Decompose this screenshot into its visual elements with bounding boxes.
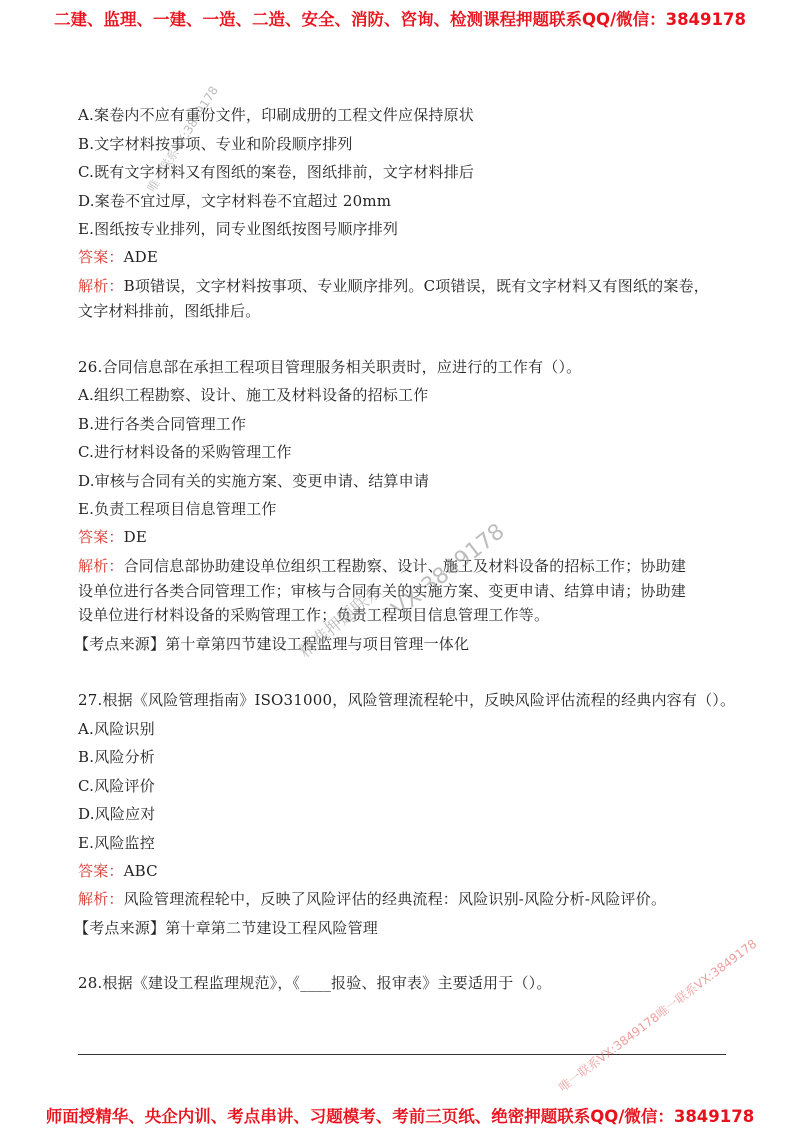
q25-option-e: E.图纸按专业排列，同专业图纸按图号顺序排列: [78, 220, 399, 238]
answer-value: DE: [123, 528, 147, 546]
q27-stem: 27.根据《风险管理指南》ISO31000，风险管理流程轮中，反映风险评估流程的经典内容有（）。: [78, 691, 736, 709]
watermark-4: 唯一联系VX:3849178唯一联系VX:3849178: [556, 936, 760, 1095]
q26-analysis-cont-1: 设单位进行各类合同管理工作；审核与合同有关的实施方案、变更申请、结算申请；协助建: [78, 582, 687, 600]
watermark-3: 精准押题联系: [295, 581, 387, 663]
q27-analysis: [78, 889, 666, 909]
analysis-text: 风险管理流程轮中，反映了风险评估的经典流程：风险识别-风险分析-风险评价。: [123, 890, 667, 908]
q26-option-a: A.组织工程勘察、设计、施工及材料设备的招标工作: [78, 386, 429, 404]
analysis-label: 解析：: [78, 557, 124, 575]
q25-option-a: A.案卷内不应有重份文件，印刷成册的工程文件应保持原状: [78, 106, 475, 124]
footer-divider: [78, 1054, 726, 1055]
footer-banner: 师面授精华、央企内训、考点串讲、习题模考、考前三页纸、绝密押题联系QQ/微信：3849178: [45, 1107, 755, 1126]
q25-analysis: [78, 276, 709, 296]
q25-answer: [78, 247, 158, 267]
answer-label: 答案：: [78, 528, 124, 546]
watermark-2: VX:3849178: [387, 519, 510, 623]
q26-answer: [78, 527, 147, 547]
q26-option-e: E.负责工程项目信息管理工作: [78, 500, 277, 518]
q25-option-b: B.文字材料按事项、专业和阶段顺序排列: [78, 135, 353, 153]
answer-label: 答案：: [78, 862, 124, 880]
analysis-label: 解析：: [78, 890, 124, 908]
q27-source: 【考点来源】第十章第二节建设工程风险管理: [74, 919, 379, 937]
analysis-text: B项错误，文字材料按事项、专业顺序排列。C项错误，既有文字材料又有图纸的案卷，: [123, 277, 709, 295]
q27-option-e: E.风险监控: [78, 834, 155, 852]
answer-label: 答案：: [78, 248, 124, 266]
analysis-label: 解析：: [78, 277, 124, 295]
header-banner: 二建、监理、一建、一造、二造、安全、消防、咨询、检测课程押题联系QQ/微信：3849178: [54, 10, 746, 29]
q27-option-c: C.风险评价: [78, 777, 155, 795]
q28-stem: 28.根据《建设工程监理规范》，《____报验、报审表》主要适用于（）。: [78, 974, 552, 992]
q27-option-b: B.风险分析: [78, 748, 155, 766]
q26-stem: 26.合同信息部在承担工程项目管理服务相关职责时，应进行的工作有（）。: [78, 358, 582, 376]
answer-value: ABC: [123, 862, 158, 880]
q25-option-c: C.既有文字材料又有图纸的案卷，图纸排前，文字材料排后: [78, 163, 475, 181]
q26-analysis: [78, 556, 686, 576]
answer-value: ADE: [123, 248, 159, 266]
watermark-1: 唯一联系VX:3849178: [144, 83, 221, 195]
q26-option-c: C.进行材料设备的采购管理工作: [78, 443, 292, 461]
q26-source: 【考点来源】第十章第四节建设工程监理与项目管理一体化: [74, 635, 470, 653]
analysis-text: 合同信息部协助建设单位组织工程勘察、设计、施工及材料设备的招标工作；协助建: [123, 557, 687, 575]
q26-option-b: B.进行各类合同管理工作: [78, 415, 247, 433]
q25-option-d: D.案卷不宜过厚，文字材料卷不宜超过 20mm: [78, 192, 392, 210]
q26-analysis-cont-2: 设单位进行材料设备的采购管理工作；负责工程项目信息管理工作等。: [78, 606, 550, 624]
q25-analysis-cont: 文字材料排前，图纸排后。: [78, 302, 261, 320]
q26-option-d: D.审核与合同有关的实施方案、变更申请、结算申请: [78, 472, 430, 490]
q27-option-d: D.风险应对: [78, 805, 156, 823]
q27-answer: [78, 861, 158, 881]
q27-option-a: A.风险识别: [78, 720, 155, 738]
